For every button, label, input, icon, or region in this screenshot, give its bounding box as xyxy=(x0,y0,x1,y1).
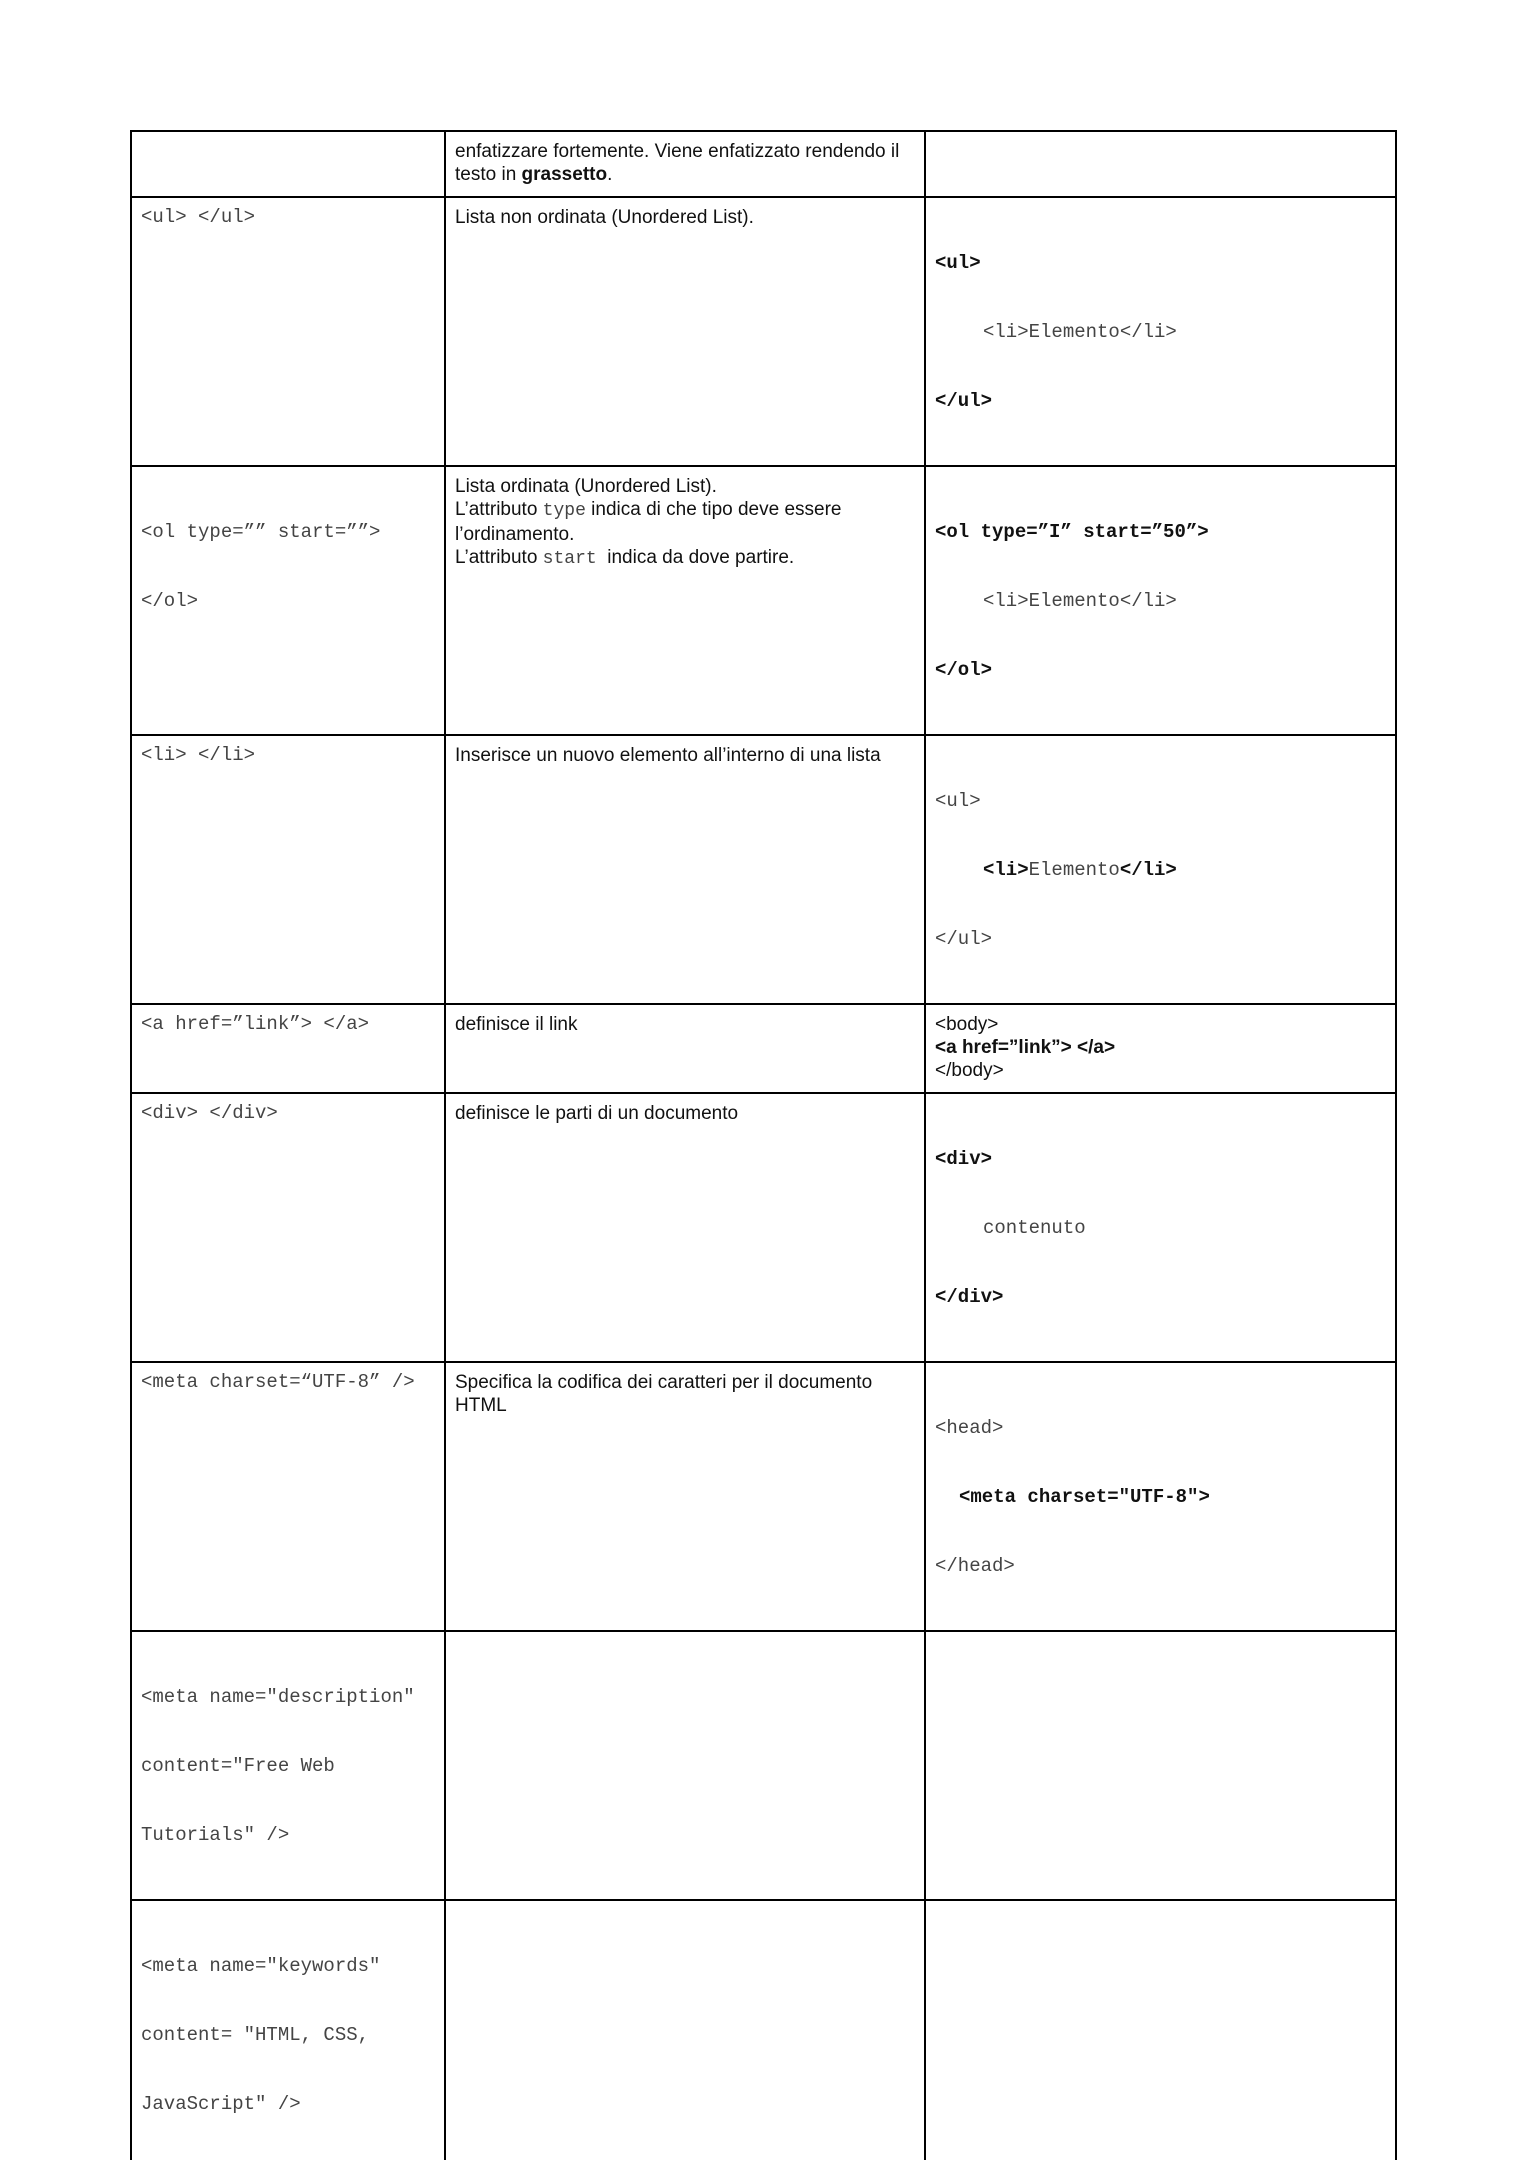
tag-cell xyxy=(131,131,445,197)
example-cell xyxy=(925,197,1396,466)
description-text: indica da dove partire. xyxy=(596,547,795,568)
description-end: . xyxy=(607,164,613,185)
html-reference-table xyxy=(130,130,1397,2160)
code-line: <ol type=”” start=””> xyxy=(141,521,381,543)
example-cell xyxy=(925,1362,1396,1631)
code-line: </ol> xyxy=(141,590,199,612)
tag-cell: <div> </div> xyxy=(131,1093,445,1362)
code-line: <ul> xyxy=(935,252,981,274)
code-line: </ul> xyxy=(935,928,993,950)
table-row xyxy=(131,1631,1396,1900)
tag-cell xyxy=(131,1900,445,2160)
code-line: <meta name="description" xyxy=(141,1686,415,1708)
description-cell xyxy=(445,1900,925,2160)
table-row xyxy=(131,131,1396,197)
code-line: content="Free Web xyxy=(141,1755,335,1777)
code-line: <meta charset="UTF-8"> xyxy=(959,1486,1210,1508)
code-line: </ol> xyxy=(935,659,993,681)
code-line: <li>Elemento</li> xyxy=(983,590,1177,612)
table-row xyxy=(131,1093,1396,1362)
description-cell: Lista non ordinata (Unordered List). xyxy=(445,197,925,466)
table-row xyxy=(131,1362,1396,1631)
description-cell xyxy=(445,131,925,197)
code-line: </div> xyxy=(935,1286,1004,1308)
example-cell xyxy=(925,466,1396,735)
code-token: </li> xyxy=(1119,859,1177,881)
description-cell: Specifica la codifica dei caratteri per il documento HTML xyxy=(445,1362,925,1631)
code-line: <ul> xyxy=(935,790,981,812)
description-cell: definisce il link xyxy=(445,1004,925,1093)
example-cell xyxy=(925,131,1396,197)
description-text: enfatizzare fortemente. Viene enfatizzato rendendo il testo in xyxy=(455,141,900,185)
code-line: <div> xyxy=(935,1148,993,1170)
table-row xyxy=(131,466,1396,735)
tag-cell: <meta charset=“UTF-8” /> xyxy=(131,1362,445,1631)
description-cell xyxy=(445,1631,925,1900)
description-cell xyxy=(445,466,925,735)
tag-cell: <li> </li> xyxy=(131,735,445,1004)
description-bold-text: grassetto xyxy=(521,164,608,185)
table-row xyxy=(131,197,1396,466)
tag-cell xyxy=(131,466,445,735)
description-text: L’attributo xyxy=(455,499,543,520)
code-line: contenuto xyxy=(983,1217,1086,1239)
description-text: indica di che tipo deve essere l’ordinamento. xyxy=(455,499,842,545)
tag-cell: <a href=”link”> </a> xyxy=(131,1004,445,1093)
code-line: JavaScript" /> xyxy=(141,2093,301,2115)
code-line: <a href=”link”> </a> xyxy=(935,1037,1116,1058)
code-line: </ul> xyxy=(935,390,993,412)
example-cell xyxy=(925,735,1396,1004)
table-row xyxy=(131,735,1396,1004)
code-line: <meta name="keywords" xyxy=(141,1955,381,1977)
code-line: </body> xyxy=(935,1060,1004,1081)
inline-code: start xyxy=(542,549,597,569)
code-line: <head> xyxy=(935,1417,1004,1439)
example-cell xyxy=(925,1900,1396,2160)
description-cell: Inserisce un nuovo elemento all’interno di una lista xyxy=(445,735,925,1004)
code-line: content= "HTML, CSS, xyxy=(141,2024,370,2046)
description-cell: definisce le parti di un documento xyxy=(445,1093,925,1362)
code-line: <ol type=”I” start=”50”> xyxy=(935,521,1209,543)
inline-code: type xyxy=(542,501,586,521)
tag-cell xyxy=(131,1631,445,1900)
code-line: <body> xyxy=(935,1014,999,1035)
description-line: Lista ordinata (Unordered List). xyxy=(455,476,717,497)
code-line xyxy=(935,859,1386,882)
code-line: </head> xyxy=(935,1555,1015,1577)
code-line: <li>Elemento</li> xyxy=(983,321,1177,343)
tag-cell: <ul> </ul> xyxy=(131,197,445,466)
code-line: Tutorials" /> xyxy=(141,1824,290,1846)
example-cell xyxy=(925,1093,1396,1362)
code-token: Elemento xyxy=(1028,859,1120,881)
code-token: <li> xyxy=(983,859,1029,881)
description-text: L’attributo xyxy=(455,547,543,568)
example-cell xyxy=(925,1631,1396,1900)
table-row xyxy=(131,1900,1396,2160)
